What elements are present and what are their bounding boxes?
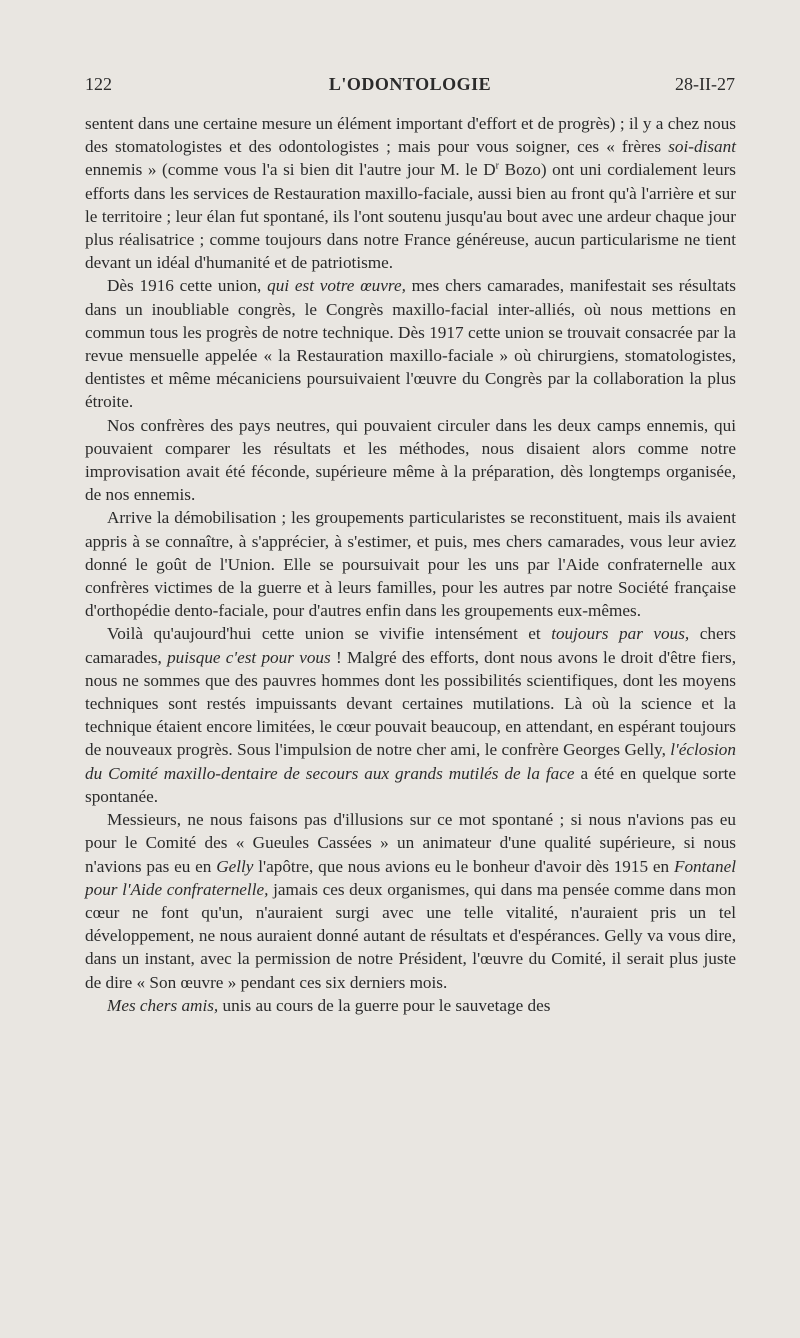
text-run: l'apôtre, que nous avions eu le bonheur d'avoir dès 1915 en (253, 856, 674, 876)
text-run: a été en quelque sorte spontanée. (85, 763, 736, 806)
italic-run: Fontanel pour l'Aide confraternelle, (85, 856, 737, 899)
italic-run: soi-disant (668, 137, 736, 157)
text-run: Voilà qu'aujourd'hui cette union se vivifie intensément et (107, 624, 552, 644)
text-run: ennemis » (comme vous l'a si bien dit l'autre jour M. le D (85, 160, 496, 180)
text-run: Messieurs, ne nous faisons pas d'illusions sur ce mot spontané ; si nous n'avions pas eu pour le Comité des « Gueules Cassées » un animateur d'une qualité supérieure, si nous n'avions pas eu en (85, 810, 736, 876)
italic-run: puisque c'est pour vous (167, 647, 331, 667)
text-run: Dès 1916 cette union, (107, 276, 268, 296)
paragraph (85, 994, 736, 1017)
italic-run: qui est votre œuvre, (267, 276, 406, 296)
journal-title: L'ODONTOLOGIE (328, 74, 492, 94)
paragraph (85, 808, 736, 994)
paragraph (85, 506, 736, 622)
text-run: Arrive la démobilisation ; les groupements particularistes se reconstituent, mais ils avaient appris à se connaître, à s'apprécier, à s'estimer, et puis, mes chers camarades, vous leur aviez donné le goût de l'Union. Elle se poursuivait pour les uns par l'Aide confraternelle aux confrères victimes de la guerre et à leurs familles, pour les autres par notre Société française d'orthopédie dento-faciale, pour d'autres enfin dans les groupements eux-mêmes. (85, 508, 736, 621)
text-run: mes chers camarades, manifestait ses résultats dans un inoubliable congrès, le Congrès maxillo-facial inter-alliés, où nous mettions en commun tous les progrès de notre technique. Dès 1917 cette union se trouvait consacrée par la revue mensuelle appelée « la Restauration maxillo-faciale » où chirurgiens, stomatologistes, dentistes et même mécaniciens poursuivaient l'œuvre du Congrès par la collaboration la plus étroite. (85, 276, 736, 412)
superscript-run: r (495, 160, 500, 172)
paragraph (85, 622, 736, 808)
article-body (85, 112, 736, 1017)
italic-run: l'éclosion du Comité maxillo-dentaire de secours aux grands mutilés de la face (85, 740, 736, 783)
text-run: sentent dans une certaine mesure un élément important d'effort et de progrès) ; il y a chez nous des stomatologistes et des odontologistes ; mais pour vous soigner, ces « frères (85, 114, 736, 157)
paragraph (85, 414, 736, 507)
text-run: unis au cours de la guerre pour le sauvetage des (218, 995, 551, 1015)
italic-run: Mes chers amis, (107, 995, 219, 1015)
running-header (85, 74, 735, 100)
italic-run: Gelly (216, 856, 254, 876)
text-run: ! Malgré des efforts, dont nous avons le droit d'être fiers, nous ne sommes que des pauvres hommes dont les possibilités scientifiques, dont les moyens techniques sont restés impuissants devant certaines mutilations. Là où la science et la technique étaient encore limitées, le cœur pouvait beaucoup, en attendant, en espérant toujours de nouveaux progrès. Sous l'impulsion de notre cher ami, le confrère Georges Gelly, (85, 647, 736, 760)
text-run: Bozo) ont uni cordialement leurs efforts dans les services de Restauration maxillo-faciale, aussi bien au front qu'à l'arrière et sur le territoire ; leur élan fut spontané, ils l'ont soutenu jusqu'au bout avec une ardeur chaque jour plus réalisatrice ; comme toujours dans notre France généreuse, aucun particularisme ne tient devant un idéal d'humanité et de patriotisme. (85, 160, 736, 273)
text-run: jamais ces deux organismes, qui dans ma pensée comme dans mon cœur ne font qu'un, n'auraient surgi avec une telle vitalité, n'auraient pris un tel développement, ne nous auraient donné autant de résultats et d'espérances. Gelly va vous dire, dans un instant, avec la permission de notre Président, l'œuvre du Comité, il serait plus juste de dire « Son œuvre » pendant ces six derniers mois. (85, 879, 736, 992)
italic-run: toujours par vous, (551, 624, 690, 644)
issue-date: 28-II-27 (675, 74, 735, 94)
paragraph (85, 112, 736, 274)
paragraph (85, 274, 736, 413)
text-run: chers camarades, (85, 624, 737, 667)
page-number: 122 (85, 74, 112, 94)
text-run: Nos confrères des pays neutres, qui pouvaient circuler dans les deux camps ennemis, qui pouvaient comparer les résultats et les méthodes, nous disaient alors comme notre improvisation avait été féconde, supérieure même à la préparation, dès longtemps organisée, de nos ennemis. (85, 415, 736, 505)
